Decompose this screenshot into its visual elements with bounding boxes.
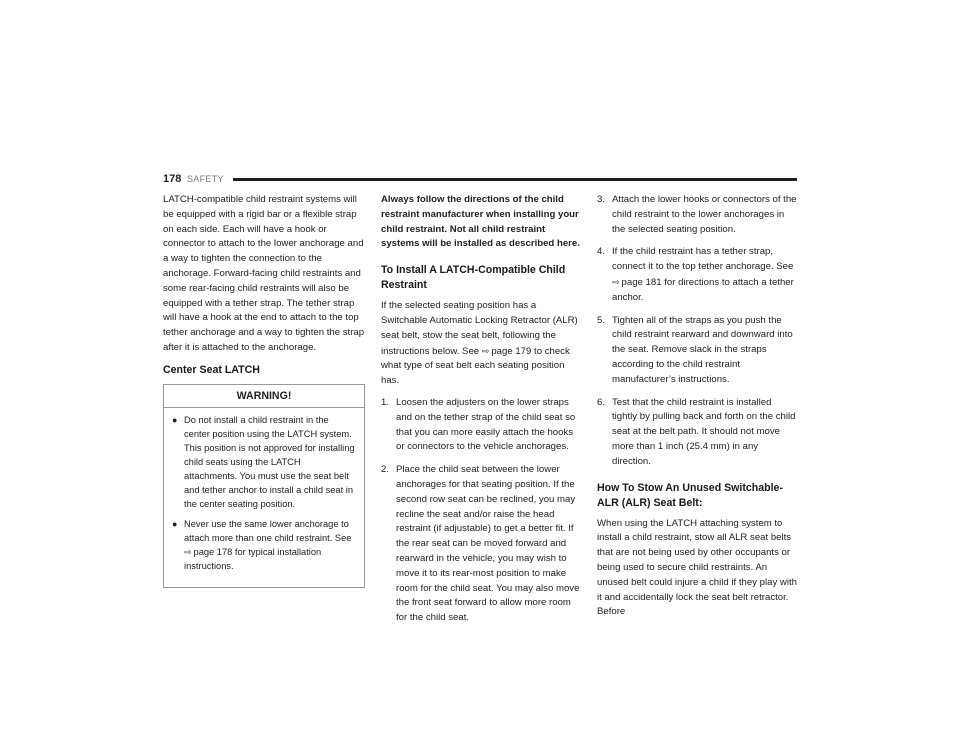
step-text: Test that the child restraint is installed tightly by pulling back and forth on the child seat at the belt path. It should not move more than 1 inch (25.4 mm) in any direction.	[612, 396, 796, 467]
step-text: If the child restraint has a tether strap, connect it to the top tether anchorage. See	[612, 246, 794, 273]
page-reference-link[interactable]	[612, 277, 662, 288]
bullet-icon: ●	[172, 518, 178, 529]
warning-bullet-text: Never use the same lower anchorage to attach more than one child restraint. See	[184, 518, 352, 543]
column-middle	[381, 193, 581, 634]
page-reference-link[interactable]	[482, 346, 532, 357]
column-left	[163, 193, 365, 588]
list-item	[597, 193, 799, 237]
warning-title: WARNING!	[164, 385, 364, 408]
warning-body	[164, 408, 364, 587]
step-text: Loosen the adjusters on the lower straps and on the tether strap of the child seat so that you can more easily attach the hooks or connectors to the vehicle anchorages.	[396, 396, 576, 453]
manufacturer-note: Always follow the directions of the child restraint manufacturer when installing your child restraint. Not all child restraint systems will be installed as described here.	[381, 194, 580, 250]
step-number: 3.	[597, 194, 606, 205]
list-item	[381, 463, 581, 626]
warning-bullet	[172, 413, 356, 511]
warning-bullet-text: for typical installation instructions.	[184, 546, 322, 571]
column-right	[597, 193, 799, 627]
paragraph-text: to check what type of seat belt each seating position has.	[381, 345, 570, 387]
page-number: 178	[163, 173, 182, 185]
install-latch-heading: To Install A LATCH-Compatible Child Restraint	[381, 264, 566, 292]
arrow-right-icon: ⇨	[612, 276, 620, 287]
latch-intro-paragraph: LATCH-compatible child restraint systems will be equipped with a rigid bar or a flexible strap on each side. Each will have a hook or connector to attach to the lower anchorage and a way to tighten the connection to the anchorage. Forward-facing child restraints and some rear-facing child restraints will also be equipped with a tether strap. The tether strap will have a hook at the end to attach to the top tether anchorage and a way to tighten the strap after it is attached to the anchorage.	[163, 194, 365, 353]
header-rule	[233, 178, 797, 181]
page-header	[163, 172, 797, 186]
step-number: 2.	[381, 464, 390, 476]
list-item	[597, 396, 799, 470]
step-text: Attach the lower hooks or connectors of the child restraint to the lower anchorages in the selected seating position.	[612, 194, 797, 235]
warning-bullet-text: Do not install a child restraint in the center position using the LATCH system. This position is not approved for installing child seats using the LATCH attachments. You must use the seat belt and tether anchor to install a child seat in the center seating position.	[184, 414, 355, 509]
warning-bullet	[172, 517, 356, 573]
step-text: Place the child seat between the lower anchorages for that seating position. If the second row seat can be reclined, you may recline the seat and/or raise the head restraint (if adjustable) to get a better fit. If the rear seat can be moved forward and rearward in the vehicle, you may wish to move it to its rear-most position to make room for the child seat. You may also move the front seat forward to allow more room for the child seat.	[396, 464, 580, 624]
step-number: 4.	[597, 246, 606, 258]
arrow-right-icon: ⇨	[481, 345, 490, 356]
page-reference-text: page 178	[193, 546, 233, 557]
page-reference-text: page 179	[491, 345, 532, 357]
bullet-icon: ●	[172, 414, 178, 425]
warning-box	[163, 384, 365, 588]
center-seat-latch-heading: Center Seat LATCH	[163, 363, 260, 376]
stow-alr-paragraph: When using the LATCH attaching system to install a child restraint, stow all ALR seat belts that are not being used by other occupants or being used to secure child restraints. An unused belt could injure a child if they play with it and accidentally lock the seat belt retractor. Before	[597, 517, 797, 618]
paragraph-text: If the selected seating position has a Switchable Automatic Locking Retractor (ALR) seat belt, stow the seat belt, following the instructions below. See	[381, 300, 578, 357]
step-number: 6.	[597, 396, 606, 408]
arrow-right-icon: ⇨	[184, 546, 192, 557]
section-name: SAFETY	[187, 174, 224, 184]
stow-alr-heading: How To Stow An Unused Switchable-ALR (ALR) Seat Belt:	[597, 481, 783, 509]
list-item	[597, 245, 799, 305]
page-reference-text: page 181	[621, 276, 662, 288]
install-intro-paragraph	[381, 299, 581, 389]
step-text: Tighten all of the straps as you push the child restraint rearward and downward into the seat. Remove slack in the straps according to the child restraint manufacturer’s instructions.	[612, 314, 793, 385]
step-text: for directions to attach a tether anchor.	[612, 276, 794, 303]
page-reference-link[interactable]	[184, 547, 232, 557]
list-item	[597, 314, 799, 388]
list-item	[381, 396, 581, 455]
step-number: 1.	[381, 396, 390, 408]
step-number: 5.	[597, 314, 606, 326]
